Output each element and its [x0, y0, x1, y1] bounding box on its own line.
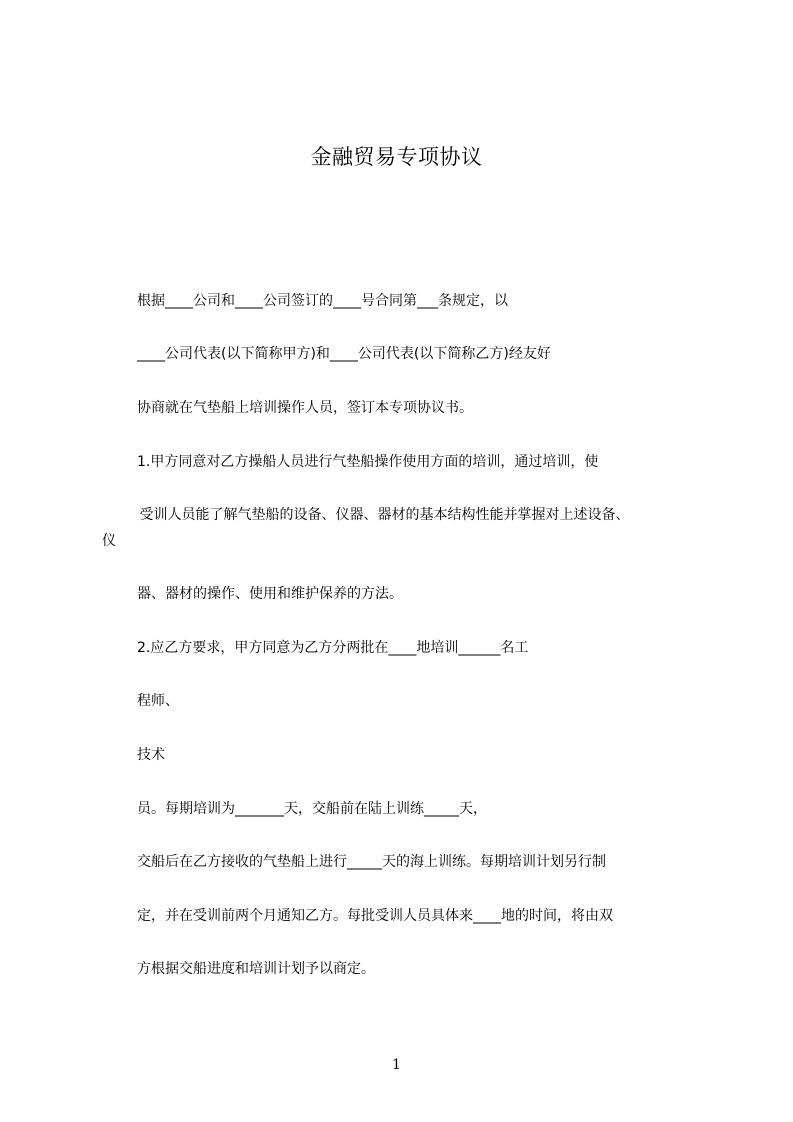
paragraph-line: 根据____公司和____公司签订的____号合同第___条规定，以 — [137, 293, 508, 309]
document-title: 金融贸易专项协议 — [310, 145, 483, 169]
paragraph-line: 受训人员能了解气垫船的设备、仪器、器材的基本结构性能并掌握对上述设备、 — [135, 507, 630, 523]
paragraph-line: 定，并在受训前两个月通知乙方。每批受训人员具体来____地的时间，将由双 — [137, 908, 613, 924]
paragraph-line: 方根据交船进度和培训计划予以商定。 — [137, 961, 375, 977]
paragraph-line: 员。每期培训为_______天，交船前在陆上训练_____天， — [137, 801, 487, 817]
paragraph-line: 技术 — [137, 747, 165, 763]
paragraph-line: 1.甲方同意对乙方操船人员进行气垫船操作使用方面的培训，通过培训，使 — [137, 454, 599, 470]
paragraph-line: 仪 — [102, 533, 116, 549]
paragraph-line: 程师、 — [137, 693, 179, 709]
page-number: 1 — [392, 1057, 401, 1073]
paragraph-line: 2.应乙方要求，甲方同意为乙方分两批在____地培训______名工 — [137, 640, 529, 656]
paragraph-line: ____公司代表(以下简称甲方)和____公司代表(以下简称乙方)经友好 — [137, 346, 551, 362]
paragraph-line: 器、器材的操作、使用和维护保养的方法。 — [137, 586, 403, 602]
paragraph-line: 交船后在乙方接收的气垫船上进行_____天的海上训练。每期培训计划另行制 — [137, 854, 606, 870]
paragraph-line: 协商就在气垫船上培训操作人员，签订本专项协议书。 — [137, 400, 473, 416]
